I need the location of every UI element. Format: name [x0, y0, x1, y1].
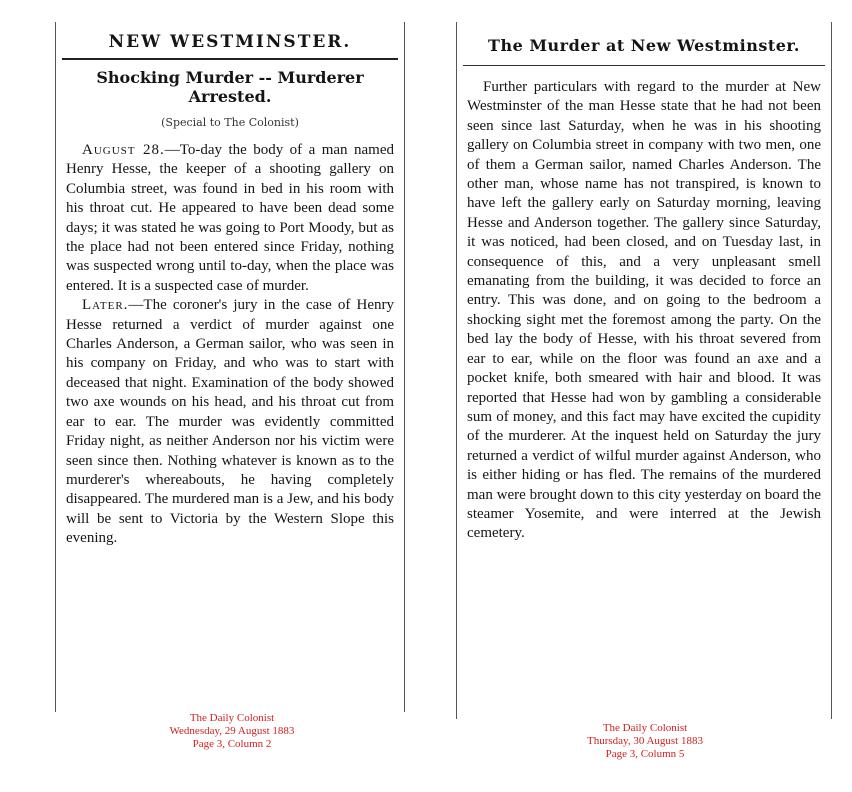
caption-paper-name: The Daily Colonist [602, 722, 688, 734]
caption-page: Page 3, Column 2 [192, 738, 272, 750]
left-paragraph-2 [66, 296, 394, 548]
right-newspaper-clipping [456, 22, 832, 719]
left-article-body [66, 141, 394, 549]
right-paragraph: Further particulars with regard to the murder at New Westminster of the man Hesse state that he had not been seen since last Saturday, when he was in his shooting gallery on Columbia street in company with two men, one of them a German sailor, named Charles Anderson. The other man, whose name has not transpired, is known to have left the gallery early on Saturday morning, leaving Hesse and Anderson together. The gallery since Saturday, it was noticed, had been closed, and on Tuesday last, in consequence of this, and a very unpleasant smell emanating from the building, it was decided to force an entry. This was done, and on going to the bedroom a shocking sight met the foremost among the party. On the bed lay the body of Hesse, with his throat severed from ear to ear, while on the floor was found an axe and a pocket knife, both smeared with hair and blood. It was reported that Hesse had won by gambling a considerable sum of money, and this fact may have excited the cupidity of the murderer. At the inquest held on Saturday the jury returned a verdict of wilful murder against Anderson, who is either hiding or has fled. The remains of the murdered man were brought down to this city yesterday on board the steamer Yosemite, and were interred at the Jewish cemetery. [467, 79, 821, 542]
left-source-caption [152, 712, 312, 751]
headline-rule [463, 65, 825, 66]
left-paragraph-1 [66, 141, 394, 296]
date-lead: August 28. [82, 142, 165, 158]
later-lead: Later. [82, 297, 129, 314]
left-headline: Shocking Murder -- Murderer Arrested. [96, 68, 364, 106]
caption-page: Page 3, Column 5 [605, 748, 685, 760]
caption-date: Wednesday, 29 August 1883 [169, 725, 295, 737]
left-newspaper-clipping [55, 22, 405, 712]
paragraph-2-body: —The coroner's jury in the case of Henry Hesse returned a verdict of murder against one Charles Anderson, a German sailor, who was seen in his company on Friday, and who was to start with deceased that night. Examination of the body showed two axe wounds on his head, and his throat cut from ear to ear. The murder was evidently committed Friday night, as neither Anderson nor his victim were seen since then. Nothing whatever is known as to the murderer's whereabouts, he having completely disappeared. The murdered man is a Jew, and his body will be sent to Victoria by the Western Slope this evening. [66, 297, 394, 547]
right-article-body [467, 78, 821, 544]
special-correspondent-note: (Special to The Colonist) [161, 116, 299, 129]
right-source-caption [560, 722, 730, 761]
paragraph-1-body: —To-day the body of a man named Henry Hesse, the keeper of a shooting gallery on Columbia street, was found in bed in his room with his throat cut. He appeared to have been dead some days; it was stated he was going to Port Moody, but as the place had not been entered since Friday, nothing was suspected wrong until to-day, when the place was entered. It is a suspected case of murder. [66, 142, 394, 294]
right-headline: The Murder at New Westminster. [488, 36, 800, 55]
caption-date: Thursday, 30 August 1883 [586, 735, 703, 747]
masthead: NEW WESTMINSTER. [108, 32, 352, 52]
masthead-rule [62, 58, 398, 60]
caption-paper-name: The Daily Colonist [189, 712, 275, 724]
